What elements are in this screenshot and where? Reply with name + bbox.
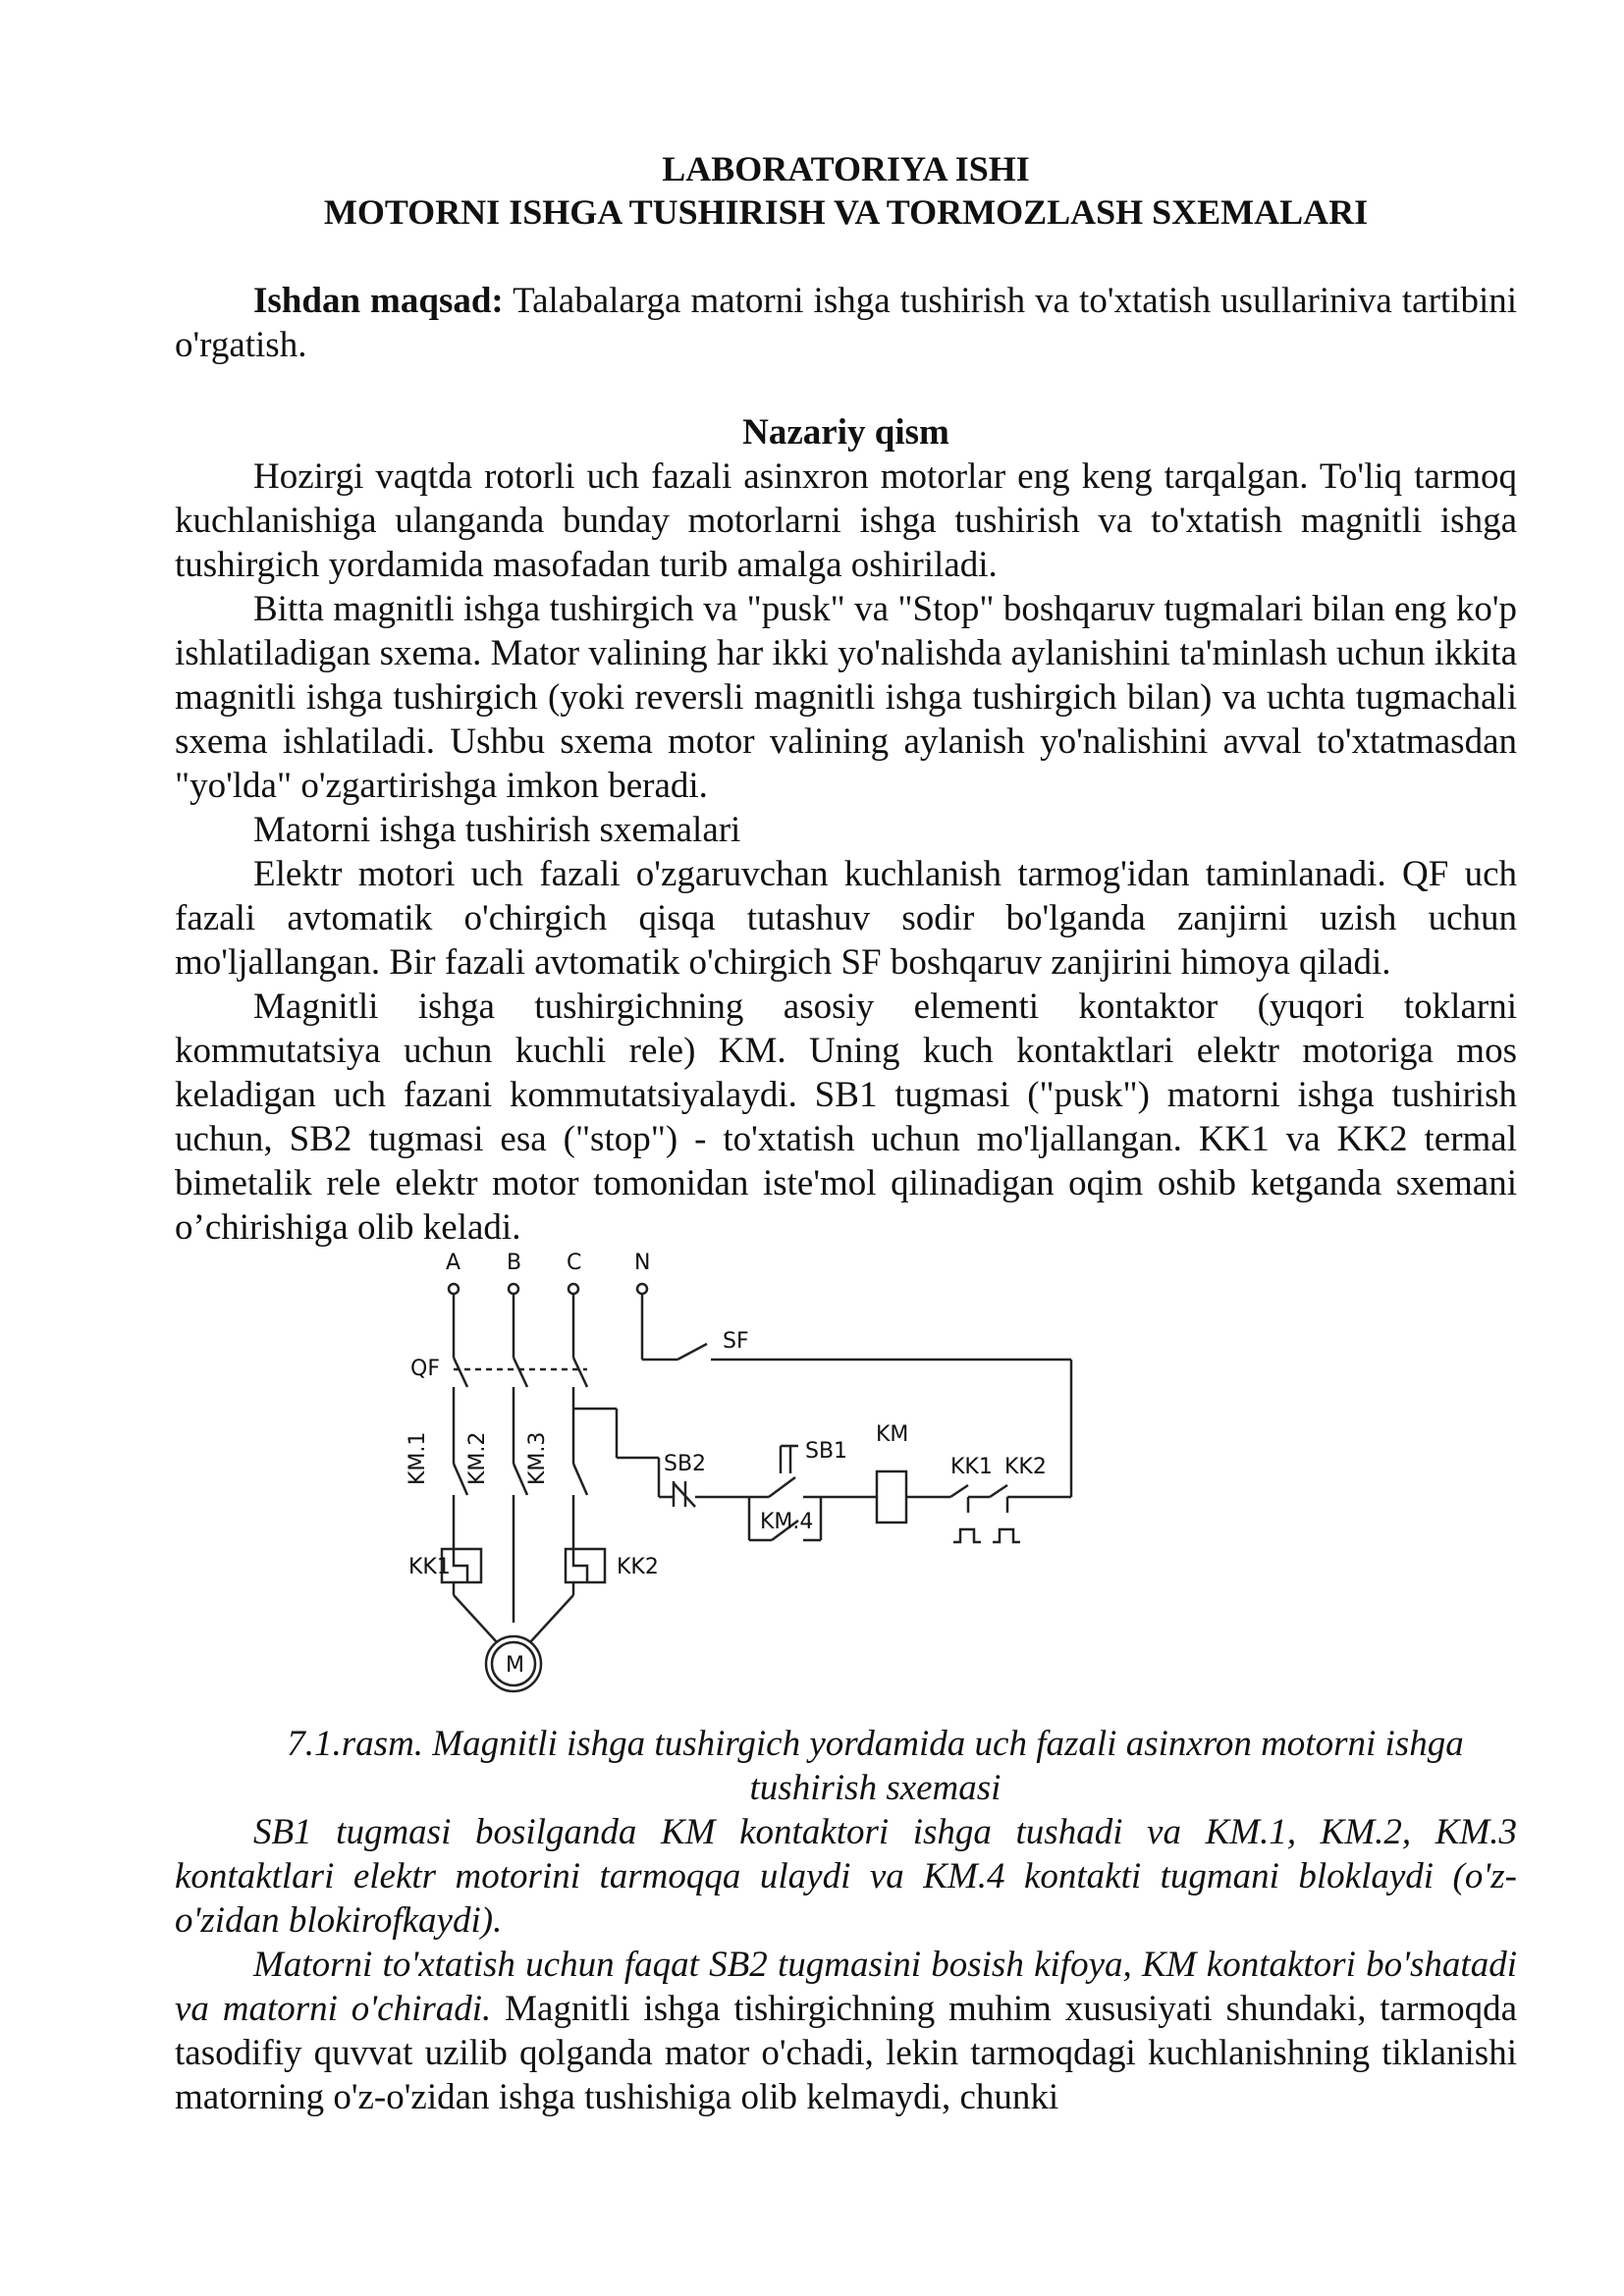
- paragraph-7-italic: Matorni to'xtatish uchun faqat SB2 tugmasini bosish kifoya, KM kontaktori bo'shatadi va matorni o'chiradi.: [175, 1945, 1517, 2029]
- terminal-n: [637, 1284, 647, 1294]
- label-a: A: [446, 1251, 461, 1275]
- label-kk1-contact: KK1: [950, 1455, 993, 1479]
- km-coil: [877, 1471, 906, 1522]
- label-qf: QF: [410, 1357, 440, 1381]
- paragraph-7: [175, 1943, 1517, 2119]
- paragraph-2: Bitta magnitli ishga tushirgich va "pusk" va "Stop" boshqaruv tugmalari bilan eng ko'p ishlatiladigan sxema. Mator valining har ikki yo'nalishda aylanishini ta'minlash uchun ikkita magnitli ishga tushirgich (yoki reversli magnitli ishga tushirgich bilan) va uchta tugmachali sxema ishlatiladi. Ushbu sxema motor valining aylanish yo'nalishini avval to'xtatmasdan "yo'lda" o'zgartirishga imkon beradi.: [175, 589, 1517, 806]
- document-title: [175, 147, 1517, 234]
- theory-heading: Nazariy qism: [742, 412, 949, 453]
- paragraph-3: Matorni ishga tushirish sxemalari: [253, 810, 741, 850]
- aim-paragraph: [175, 279, 1517, 367]
- label-km: KM: [876, 1422, 909, 1447]
- paragraph-6: SB1 tugmasi bosilganda KM kontaktori ishga tushadi va KM.1, KM.2, KM.3 kontaktlari elektr motorini tarmoqqa ulaydi va KM.4 kontakti tugmani bloklaydi (o'z-o'zidan blokirofkaydi).: [175, 1812, 1517, 1941]
- label-c: C: [567, 1251, 582, 1275]
- label-km2: KM.2: [465, 1431, 490, 1485]
- paragraph-1: Hozirgi vaqtda rotorli uch fazali asinxron motorlar eng keng tarqalgan. To'liq tarmoq kuchlanishiga ulanganda bunday motorlarni ishga tushirish va to'xtatish magnitli ishga tushirgich yordamida masofadan turib amalga oshiriladi.: [175, 456, 1517, 585]
- aim-text: Talabalarga matorni ishga tushirish va to'xtatish usullariniva tartibini o'rgatish.: [175, 281, 1518, 365]
- terminal-b: [509, 1284, 518, 1294]
- label-kk2-relay: KK2: [617, 1555, 659, 1579]
- label-km4: KM.4: [760, 1510, 814, 1534]
- paragraph-4: Elektr motori uch fazali o'zgaruvchan kuchlanish tarmog'idan taminlanadi. QF uch fazali avtomatik o'chirgich qisqa tutashuv sodir bo'lganda zanjirni uzish uchun mo'ljallangan. Bir fazali avtomatik o'chirgich SF boshqaruv zanjirini himoya qiladi.: [175, 854, 1517, 983]
- title-line-2: MOTORNI ISHGA TUSHIRISH VA TORMOZLASH SXEMALARI: [323, 192, 1369, 232]
- label-sb1: SB1: [805, 1439, 848, 1464]
- circuit-diagram-svg: [406, 1250, 1294, 1716]
- label-kk1-relay: KK1: [408, 1555, 451, 1579]
- label-km1: KM.1: [406, 1431, 430, 1485]
- label-kk2-contact: KK2: [1004, 1455, 1047, 1479]
- document-page: [175, 147, 1517, 2119]
- label-motor: M: [506, 1653, 524, 1678]
- label-sb2: SB2: [664, 1452, 707, 1476]
- label-b: B: [507, 1251, 522, 1275]
- aim-label: Ishdan maqsad:: [253, 281, 504, 321]
- terminal-a: [449, 1284, 459, 1294]
- label-n: N: [634, 1251, 651, 1275]
- figure-caption: 7.1.rasm. Magnitli ishga tushirgich yordamida uch fazali asinxron motorni ishga tushirish sxemasi: [287, 1724, 1464, 1808]
- label-km3: KM.3: [525, 1431, 550, 1485]
- circuit-diagram: [175, 1250, 1517, 1716]
- terminal-c: [568, 1284, 578, 1294]
- label-sf: SF: [723, 1329, 749, 1354]
- title-line-1: LABORATORIYA ISHI: [662, 149, 1030, 188]
- paragraph-7-rest: Magnitli ishga tishirgichning muhim xususiyati shundaki, tarmoqda tasodifiy quvvat uzilib qolganda mator o'chadi, lekin tarmoqdagi kuchlanishning tiklanishi matorning o'z-o'zidan ishga tushishiga olib kelmaydi, chunki: [175, 1989, 1517, 2117]
- paragraph-5: Magnitli ishga tushirgichning asosiy elementi kontaktor (yuqori toklarni kommutatsiya uchun kuchli rele) KM. Uning kuch kontaktlari elektr motoriga mos keladigan uch fazani kommutatsiyalaydi. SB1 tugmasi ("pusk") matorni ishga tushirish uchun, SB2 tugmasi esa ("stop") - to'xtatish uchun mo'ljallangan. KK1 va KK2 termal bimetalik rele elektr motor tomonidan iste'mol qilinadigan oqim oshib ketganda sxemani o’chirishiga olib keladi.: [175, 987, 1517, 1248]
